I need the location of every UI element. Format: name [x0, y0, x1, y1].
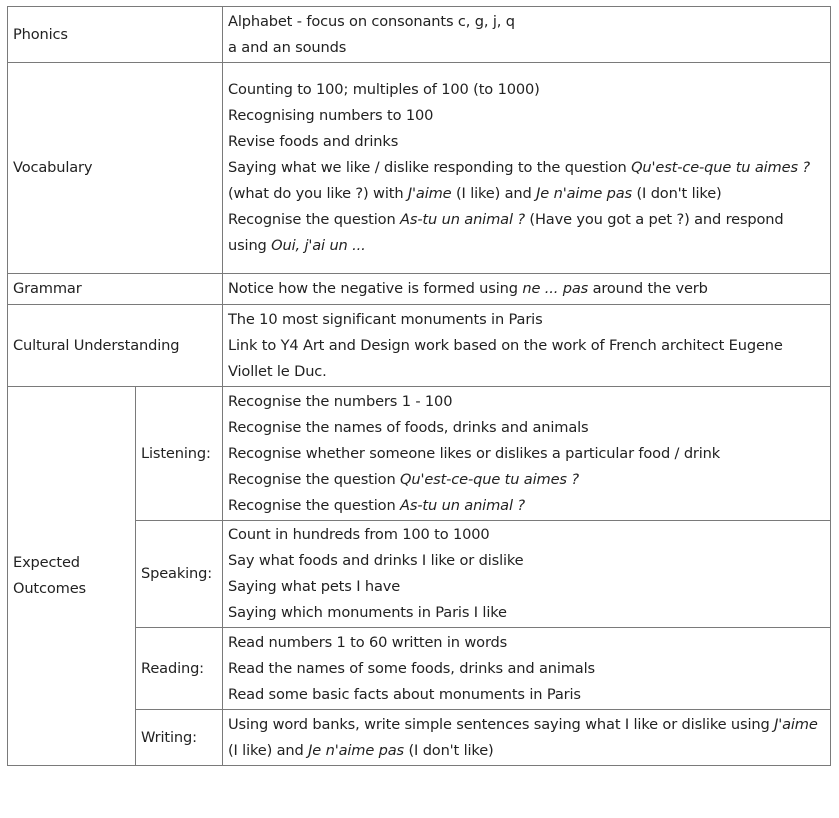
vocabulary-line-likes [228, 155, 825, 207]
cultural-line: Link to Y4 Art and Design work based on the work of French architect Eugene Viollet le Duc. [228, 336, 783, 380]
grammar-content [223, 274, 831, 305]
row-grammar [8, 274, 831, 305]
text: around the verb [588, 280, 708, 297]
reading-label: Reading: [136, 628, 223, 710]
cultural-label: Cultural Understanding [8, 305, 223, 387]
writing-line [228, 712, 825, 764]
vocabulary-line-pet [228, 207, 825, 259]
french-phrase: ne ... pas [522, 280, 589, 297]
phonics-label: Phonics [8, 7, 223, 63]
writing-content [223, 710, 831, 766]
speaking-line: Count in hundreds from 100 to 1000 [228, 526, 490, 543]
listening-line: Recognise the names of foods, drinks and animals [228, 418, 589, 436]
listening-line [228, 467, 825, 493]
cultural-content [223, 305, 831, 387]
grammar-label: Grammar [8, 274, 223, 305]
vocabulary-content [223, 63, 831, 274]
listening-line: Recognise whether someone likes or dislikes a particular food / drink [228, 444, 721, 462]
speaking-line: Saying which monuments in Paris I like [228, 604, 507, 621]
listening-label: Listening: [136, 387, 223, 521]
row-phonics [8, 7, 831, 63]
text: Using word banks, write simple sentences saying what I like or dislike using [228, 715, 775, 733]
speaking-line: Say what foods and drinks I like or dislike [228, 552, 524, 569]
vocabulary-line: Counting to 100; multiples of 100 (to 1000) [228, 81, 540, 98]
text: (Have you got a pet ?) and respond using [228, 211, 784, 254]
french-phrase: J'aime [774, 715, 818, 733]
cultural-line: The 10 most significant monuments in Paris [228, 310, 543, 328]
writing-label: Writing: [136, 710, 223, 766]
listening-content [223, 387, 831, 521]
french-phrase: As-tu un animal ? [400, 211, 525, 228]
row-vocabulary [8, 63, 831, 274]
expected-outcomes-text: Expected Outcomes [13, 554, 87, 597]
vocabulary-line: Recognising numbers to 100 [228, 107, 434, 124]
reading-content [223, 628, 831, 710]
reading-line: Read numbers 1 to 60 written in words [228, 633, 508, 651]
text: Recognise the question [228, 470, 401, 488]
reading-line: Read the names of some foods, drinks and animals [228, 659, 595, 677]
vocabulary-line: Revise foods and drinks [228, 133, 399, 150]
text: (I don't like) [632, 185, 722, 202]
text: Saying what we like / dislike responding to the question [228, 159, 632, 176]
phonics-content [223, 7, 831, 63]
speaking-line: Saying what pets I have [228, 578, 401, 595]
french-phrase: Qu'est-ce-que tu aimes ? [631, 159, 810, 176]
french-phrase: Qu'est-ce-que tu aimes ? [400, 470, 579, 488]
reading-line: Read some basic facts about monuments in Paris [228, 685, 581, 703]
text: Recognise the question [228, 496, 401, 514]
vocabulary-label: Vocabulary [8, 63, 223, 274]
speaking-label: Speaking: [136, 521, 223, 628]
french-phrase: Je n'aime pas [536, 185, 633, 202]
text: (I like) and [228, 741, 309, 759]
text: (I like) and [451, 185, 537, 202]
row-cultural-understanding [8, 305, 831, 387]
expected-outcomes-label [8, 387, 136, 766]
french-phrase: J'aime [407, 185, 452, 202]
phonics-line: Alphabet - focus on consonants c, g, j, q [228, 12, 515, 30]
french-phrase: Je n'aime pas [308, 741, 405, 759]
text: (I don't like) [404, 741, 494, 759]
french-phrase: As-tu un animal ? [400, 496, 525, 514]
text: Notice how the negative is formed using [228, 280, 523, 297]
speaking-content [223, 521, 831, 628]
text: Recognise the question [228, 211, 401, 228]
french-phrase: Oui, j'ai un ... [271, 237, 366, 254]
row-listening [8, 387, 831, 521]
text: (what do you like ?) with [228, 185, 408, 202]
listening-line [228, 493, 825, 519]
grammar-line [228, 276, 825, 302]
phonics-line: a and an sounds [228, 38, 347, 56]
listening-line: Recognise the numbers 1 - 100 [228, 392, 453, 410]
curriculum-table [7, 6, 831, 766]
